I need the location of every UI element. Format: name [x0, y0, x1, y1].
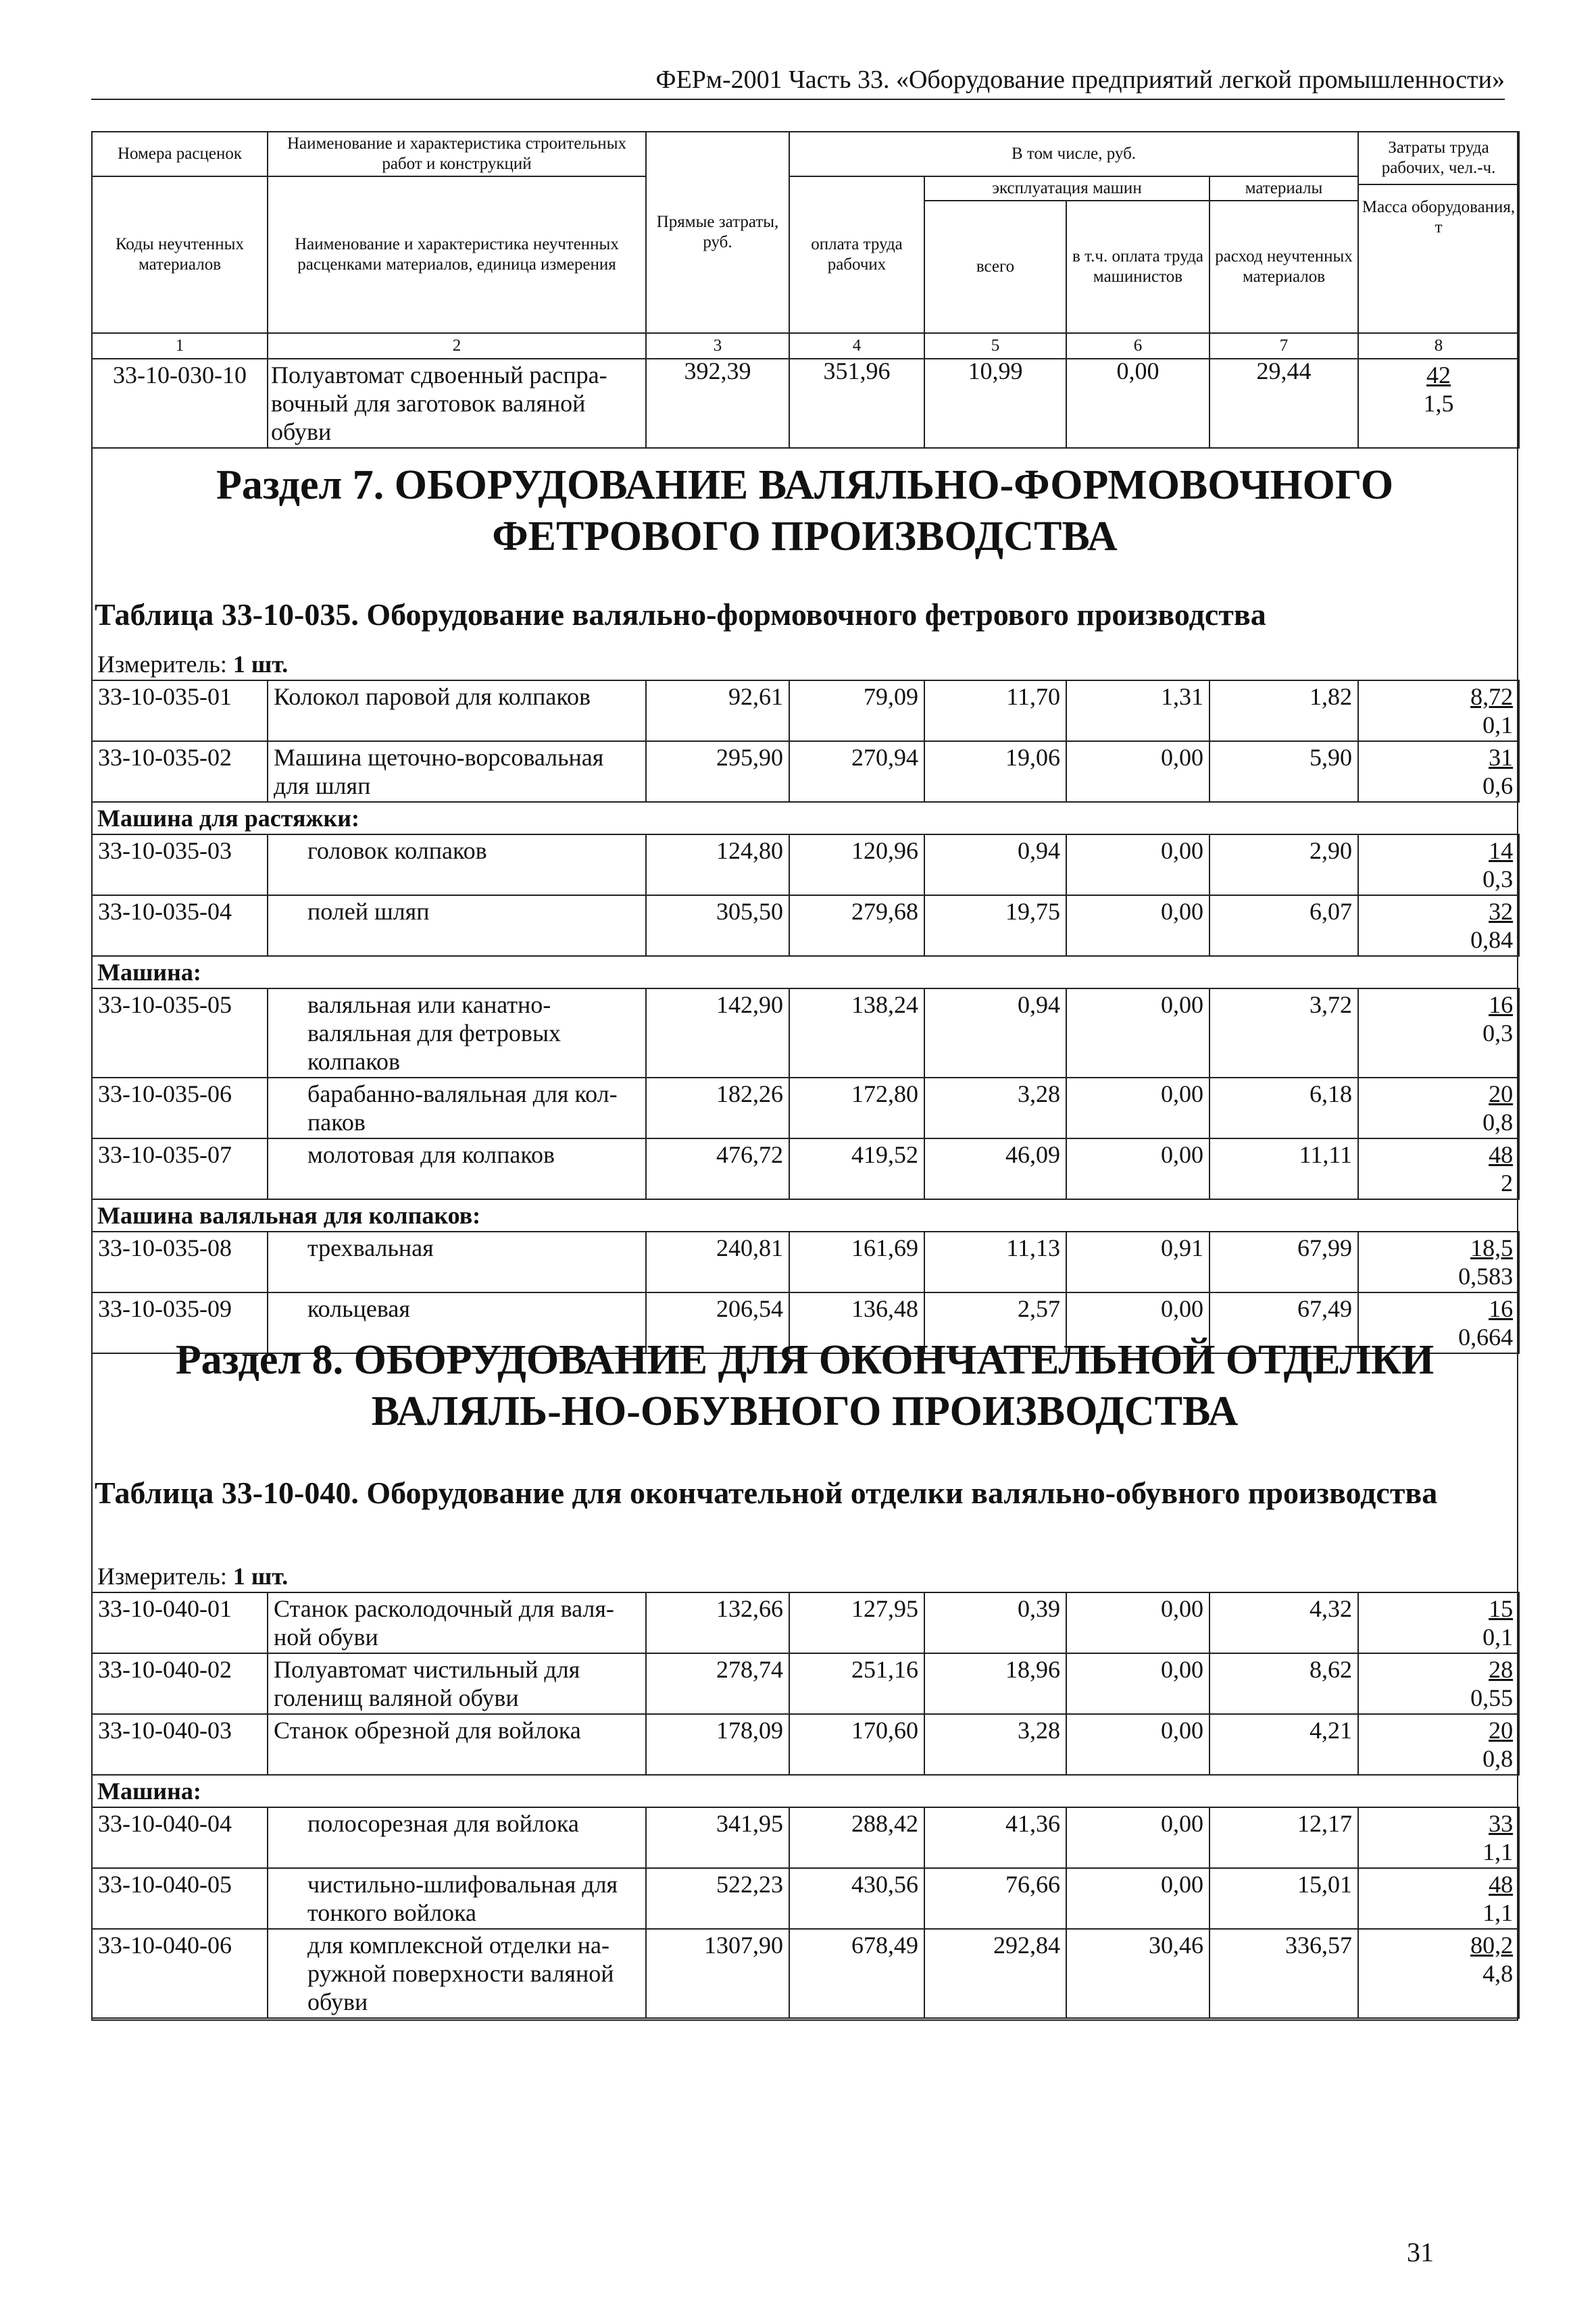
row-labor-mass — [1358, 1868, 1519, 1929]
table-row — [92, 1653, 1519, 1714]
table-row — [92, 895, 1519, 956]
row-v4: 279,68 — [789, 895, 924, 956]
row-name: молотовая для колпаков — [268, 1138, 646, 1199]
measure-label: Измеритель: — [97, 1563, 227, 1590]
hdr-num-6: 6 — [1066, 333, 1210, 359]
table-35-title — [95, 595, 1507, 635]
measure-value: 1 шт. — [232, 651, 289, 678]
row-v4: 172,80 — [789, 1078, 924, 1138]
row-v7: 4,32 — [1210, 1592, 1358, 1653]
row-v6: 0,00 — [1066, 1138, 1210, 1199]
row-mass: 0,84 — [1470, 926, 1514, 953]
running-header: ФЕРм-2001 Часть 33. «Оборудование предприятий легкой промышленности» — [91, 65, 1505, 100]
row-mass: 1,1 — [1482, 1899, 1514, 1926]
row-code: 33-10-030-10 — [92, 359, 268, 448]
row-v4: 161,69 — [789, 1232, 924, 1292]
row-v4: 351,96 — [789, 359, 924, 448]
subheading-row — [92, 1199, 1519, 1232]
hdr-machines: эксплуатация машин — [924, 176, 1210, 201]
row-v6: 0,00 — [1066, 988, 1210, 1078]
row-labor-mass — [1358, 359, 1519, 448]
hdr-materials-sub: расход неучтенных материалов — [1210, 201, 1358, 333]
row-v4: 288,42 — [789, 1807, 924, 1868]
row-labor-mass — [1358, 680, 1519, 741]
table-40 — [91, 1561, 1520, 2019]
row-name: барабанно-валяльная для кол-паков — [268, 1078, 646, 1138]
row-labor-mass — [1358, 834, 1519, 895]
table-row — [92, 1592, 1519, 1653]
table-header — [91, 131, 1520, 449]
row-labor: 31 — [1489, 744, 1514, 771]
row-code: 33-10-040-04 — [92, 1807, 268, 1868]
subheading: Машина: — [92, 1775, 1519, 1807]
row-v7: 3,72 — [1210, 988, 1358, 1078]
row-code: 33-10-035-07 — [92, 1138, 268, 1199]
table-35-number: Таблица 33-10-035. — [95, 597, 359, 632]
row-v4: 136,48 — [789, 1292, 924, 1353]
row-v5: 10,99 — [924, 359, 1066, 448]
hdr-direct-costs: Прямые затраты, руб. — [646, 132, 789, 333]
row-v5: 11,70 — [924, 680, 1066, 741]
row-labor-mass — [1358, 1138, 1519, 1199]
row-v6: 30,46 — [1066, 1929, 1210, 2018]
row-labor: 48 — [1489, 1141, 1514, 1168]
row-mass: 0,583 — [1458, 1263, 1514, 1290]
row-v7: 6,18 — [1210, 1078, 1358, 1138]
row-code: 33-10-035-01 — [92, 680, 268, 741]
hdr-machines-wage: в т.ч. оплата труда машинистов — [1066, 201, 1210, 333]
row-v4: 170,60 — [789, 1714, 924, 1775]
row-v3: 522,23 — [646, 1868, 789, 1929]
row-name: головок колпаков — [268, 834, 646, 895]
row-v7: 336,57 — [1210, 1929, 1358, 2018]
row-v4: 419,52 — [789, 1138, 924, 1199]
row-code: 33-10-035-09 — [92, 1292, 268, 1353]
row-name: чистильно-шлифовальная для тонкого войлока — [268, 1868, 646, 1929]
row-v7: 15,01 — [1210, 1868, 1358, 1929]
row-name: трехвальная — [268, 1232, 646, 1292]
hdr-incl: В том числе, руб. — [789, 132, 1358, 176]
hdr-num-1: 1 — [92, 333, 268, 359]
row-v4: 138,24 — [789, 988, 924, 1078]
row-v7: 8,62 — [1210, 1653, 1358, 1714]
row-mass: 4,8 — [1482, 1960, 1514, 1987]
table-40-name: Оборудование для окончательной отделки валяльно-обувного производства — [366, 1476, 1438, 1510]
row-v7: 11,11 — [1210, 1138, 1358, 1199]
subheading: Машина: — [92, 956, 1519, 988]
row-v5: 3,28 — [924, 1078, 1066, 1138]
subheading-row — [92, 802, 1519, 834]
hdr-col2-bottom: Наименование и характеристика неучтенных расценками материалов, единица измерения — [268, 176, 646, 333]
table-40-number: Таблица 33-10-040. — [95, 1476, 359, 1510]
table-row — [92, 1929, 1519, 2018]
row-v4: 430,56 — [789, 1868, 924, 1929]
row-v7: 29,44 — [1210, 359, 1358, 448]
row-labor: 8,72 — [1470, 683, 1514, 710]
table-35 — [91, 649, 1520, 1354]
row-v6: 0,00 — [1066, 1078, 1210, 1138]
table-40-measure — [92, 1561, 1519, 1592]
row-v3: 1307,90 — [646, 1929, 789, 2018]
row-code: 33-10-035-02 — [92, 741, 268, 802]
row-name: Полуавтомат сдвоенный распра-вочный для заготовок валяной обуви — [268, 359, 646, 448]
row-v3: 240,81 — [646, 1232, 789, 1292]
row-v5: 19,75 — [924, 895, 1066, 956]
row-v3: 124,80 — [646, 834, 789, 895]
row-name: кольцевая — [268, 1292, 646, 1353]
row-v4: 127,95 — [789, 1592, 924, 1653]
table-row — [92, 834, 1519, 895]
row-labor-mass — [1358, 1232, 1519, 1292]
row-v7: 5,90 — [1210, 741, 1358, 802]
row-v5: 0,94 — [924, 988, 1066, 1078]
row-v3: 142,90 — [646, 988, 789, 1078]
measure-label: Измеритель: — [97, 651, 227, 678]
row-code: 33-10-035-03 — [92, 834, 268, 895]
hdr-col2-top: Наименование и характеристика строительных работ и конструкций — [268, 132, 646, 176]
row-v7: 1,82 — [1210, 680, 1358, 741]
row-v6: 1,31 — [1066, 680, 1210, 741]
row-v5: 2,57 — [924, 1292, 1066, 1353]
row-name: Полуавтомат чистильный для голенищ валяной обуви — [268, 1653, 646, 1714]
hdr-materials: материалы — [1210, 176, 1358, 201]
table-row — [92, 1807, 1519, 1868]
row-v6: 0,91 — [1066, 1232, 1210, 1292]
row-code: 33-10-035-04 — [92, 895, 268, 956]
row-labor-mass — [1358, 1078, 1519, 1138]
row-labor-mass — [1358, 1929, 1519, 2018]
row-v3: 178,09 — [646, 1714, 789, 1775]
row-mass: 0,6 — [1482, 772, 1514, 799]
row-v6: 0,00 — [1066, 359, 1210, 448]
subheading: Машина для растяжки: — [92, 802, 1519, 834]
row-v5: 41,36 — [924, 1807, 1066, 1868]
row-v6: 0,00 — [1066, 1292, 1210, 1353]
row-v6: 0,00 — [1066, 834, 1210, 895]
row-v4: 678,49 — [789, 1929, 924, 2018]
row-mass: 1,5 — [1423, 390, 1454, 417]
row-v3: 278,74 — [646, 1653, 789, 1714]
row-name: для комплексной отделки на-ружной поверхности валяной обуви — [268, 1929, 646, 2018]
row-v5: 11,13 — [924, 1232, 1066, 1292]
hdr-num-4: 4 — [789, 333, 924, 359]
row-v3: 92,61 — [646, 680, 789, 741]
hdr-num-2: 2 — [268, 333, 646, 359]
row-mass: 0,1 — [1482, 1624, 1514, 1651]
row-name: валяльная или канатно-валяльная для фетровых колпаков — [268, 988, 646, 1078]
row-v5: 0,94 — [924, 834, 1066, 895]
table-35-name: Оборудование валяльно-формовочного фетрового производства — [366, 597, 1266, 632]
row-v3: 182,26 — [646, 1078, 789, 1138]
row-v6: 0,00 — [1066, 1653, 1210, 1714]
row-labor-mass — [1358, 1807, 1519, 1868]
table-row — [92, 1138, 1519, 1199]
row-code: 33-10-040-06 — [92, 1929, 268, 2018]
row-mass: 0,8 — [1482, 1109, 1514, 1136]
subheading-row — [92, 956, 1519, 988]
hdr-col8 — [1358, 132, 1519, 333]
row-mass: 0,3 — [1482, 1020, 1514, 1047]
hdr-col1-top: Номера расценок — [92, 132, 268, 176]
row-code: 33-10-035-05 — [92, 988, 268, 1078]
hdr-num-3: 3 — [646, 333, 789, 359]
row-mass: 0,1 — [1482, 711, 1514, 738]
row-labor: 33 — [1489, 1810, 1514, 1837]
row-labor: 42 — [1426, 361, 1451, 388]
row-v6: 0,00 — [1066, 741, 1210, 802]
row-labor: 16 — [1489, 991, 1514, 1018]
row-v3: 392,39 — [646, 359, 789, 448]
row-code: 33-10-035-06 — [92, 1078, 268, 1138]
row-v3: 341,95 — [646, 1807, 789, 1868]
table-row — [92, 1868, 1519, 1929]
hdr-num-5: 5 — [924, 333, 1066, 359]
row-labor: 15 — [1489, 1595, 1514, 1622]
page-number: 31 — [1407, 2237, 1434, 2267]
table-row — [92, 1078, 1519, 1138]
row-mass: 0,664 — [1458, 1324, 1514, 1351]
table-row — [92, 680, 1519, 741]
row-labor-mass — [1358, 1653, 1519, 1714]
table-35-measure — [92, 649, 1519, 680]
hdr-mass: Масса оборудования, т — [1362, 198, 1516, 236]
row-labor: 18,5 — [1470, 1234, 1514, 1261]
row-v5: 76,66 — [924, 1868, 1066, 1929]
row-v6: 0,00 — [1066, 1714, 1210, 1775]
row-name: Станок расколодочный для валя-ной обуви — [268, 1592, 646, 1653]
row-v3: 476,72 — [646, 1138, 789, 1199]
row-v5: 18,96 — [924, 1653, 1066, 1714]
section-7-title: Раздел 7. ОБОРУДОВАНИЕ ВАЛЯЛЬНО-ФОРМОВОЧНОГО ФЕТРОВОГО ПРОИЗВОДСТВА — [216, 462, 1394, 559]
table-row — [92, 988, 1519, 1078]
row-v7: 2,90 — [1210, 834, 1358, 895]
row-v6: 0,00 — [1066, 895, 1210, 956]
row-labor: 80,2 — [1470, 1932, 1514, 1959]
row-v4: 270,94 — [789, 741, 924, 802]
row-labor: 20 — [1489, 1717, 1514, 1744]
row-mass: 2 — [1501, 1169, 1514, 1197]
row-v6: 0,00 — [1066, 1592, 1210, 1653]
row-v5: 19,06 — [924, 741, 1066, 802]
row-v5: 0,39 — [924, 1592, 1066, 1653]
row-name: Колокол паровой для колпаков — [268, 680, 646, 741]
row-name: полей шляп — [268, 895, 646, 956]
subheading: Машина валяльная для колпаков: — [92, 1199, 1519, 1232]
hdr-machines-total: всего — [924, 201, 1066, 333]
row-v3: 305,50 — [646, 895, 789, 956]
row-mass: 1,1 — [1482, 1838, 1514, 1865]
row-v7: 6,07 — [1210, 895, 1358, 956]
hdr-num-7: 7 — [1210, 333, 1358, 359]
row-name: Машина щеточно-ворсовальная для шляп — [268, 741, 646, 802]
table-row — [92, 741, 1519, 802]
measure-value: 1 шт. — [232, 1563, 289, 1590]
row-labor-mass — [1358, 988, 1519, 1078]
row-labor: 48 — [1489, 1871, 1514, 1898]
hdr-num-8: 8 — [1358, 333, 1519, 359]
row-v7: 67,49 — [1210, 1292, 1358, 1353]
row-v5: 292,84 — [924, 1929, 1066, 2018]
row-name: Станок обрезной для войлока — [268, 1714, 646, 1775]
table-row — [92, 359, 1519, 448]
row-labor-mass — [1358, 895, 1519, 956]
hdr-col1-bottom: Коды неучтенных материалов — [92, 176, 268, 333]
row-v7: 12,17 — [1210, 1807, 1358, 1868]
row-code: 33-10-035-08 — [92, 1232, 268, 1292]
row-code: 33-10-040-02 — [92, 1653, 268, 1714]
row-labor: 14 — [1489, 837, 1514, 864]
row-labor-mass — [1358, 1714, 1519, 1775]
row-labor: 20 — [1489, 1080, 1514, 1107]
row-v4: 120,96 — [789, 834, 924, 895]
row-labor: 16 — [1489, 1295, 1514, 1322]
row-labor-mass — [1358, 741, 1519, 802]
table-40-title — [95, 1473, 1507, 1513]
row-labor-mass — [1358, 1592, 1519, 1653]
row-code: 33-10-040-01 — [92, 1592, 268, 1653]
row-code: 33-10-040-05 — [92, 1868, 268, 1929]
row-code: 33-10-040-03 — [92, 1714, 268, 1775]
row-v5: 46,09 — [924, 1138, 1066, 1199]
row-v7: 4,21 — [1210, 1714, 1358, 1775]
row-mass: 0,8 — [1482, 1745, 1514, 1772]
hdr-wage: оплата труда рабочих — [789, 176, 924, 333]
section-8-title: Раздел 8. ОБОРУДОВАНИЕ ДЛЯ ОКОНЧАТЕЛЬНОЙ ОТДЕЛКИ ВАЛЯЛЬ-НО-ОБУВНОГО ПРОИЗВОДСТВА — [175, 1337, 1435, 1434]
row-v3: 132,66 — [646, 1592, 789, 1653]
row-v7: 67,99 — [1210, 1232, 1358, 1292]
table-row — [92, 1232, 1519, 1292]
table-row — [92, 1714, 1519, 1775]
row-mass: 0,3 — [1482, 865, 1514, 892]
row-v4: 79,09 — [789, 680, 924, 741]
row-mass: 0,55 — [1470, 1684, 1514, 1711]
row-v4: 251,16 — [789, 1653, 924, 1714]
row-v5: 3,28 — [924, 1714, 1066, 1775]
row-v6: 0,00 — [1066, 1807, 1210, 1868]
row-labor: 28 — [1489, 1656, 1514, 1683]
row-labor: 32 — [1489, 898, 1514, 925]
subheading-row — [92, 1775, 1519, 1807]
row-v6: 0,00 — [1066, 1868, 1210, 1929]
row-v3: 295,90 — [646, 741, 789, 802]
row-v3: 206,54 — [646, 1292, 789, 1353]
row-name: полосорезная для войлока — [268, 1807, 646, 1868]
hdr-labor: Затраты труда рабочих, чел.-ч. — [1359, 132, 1518, 185]
